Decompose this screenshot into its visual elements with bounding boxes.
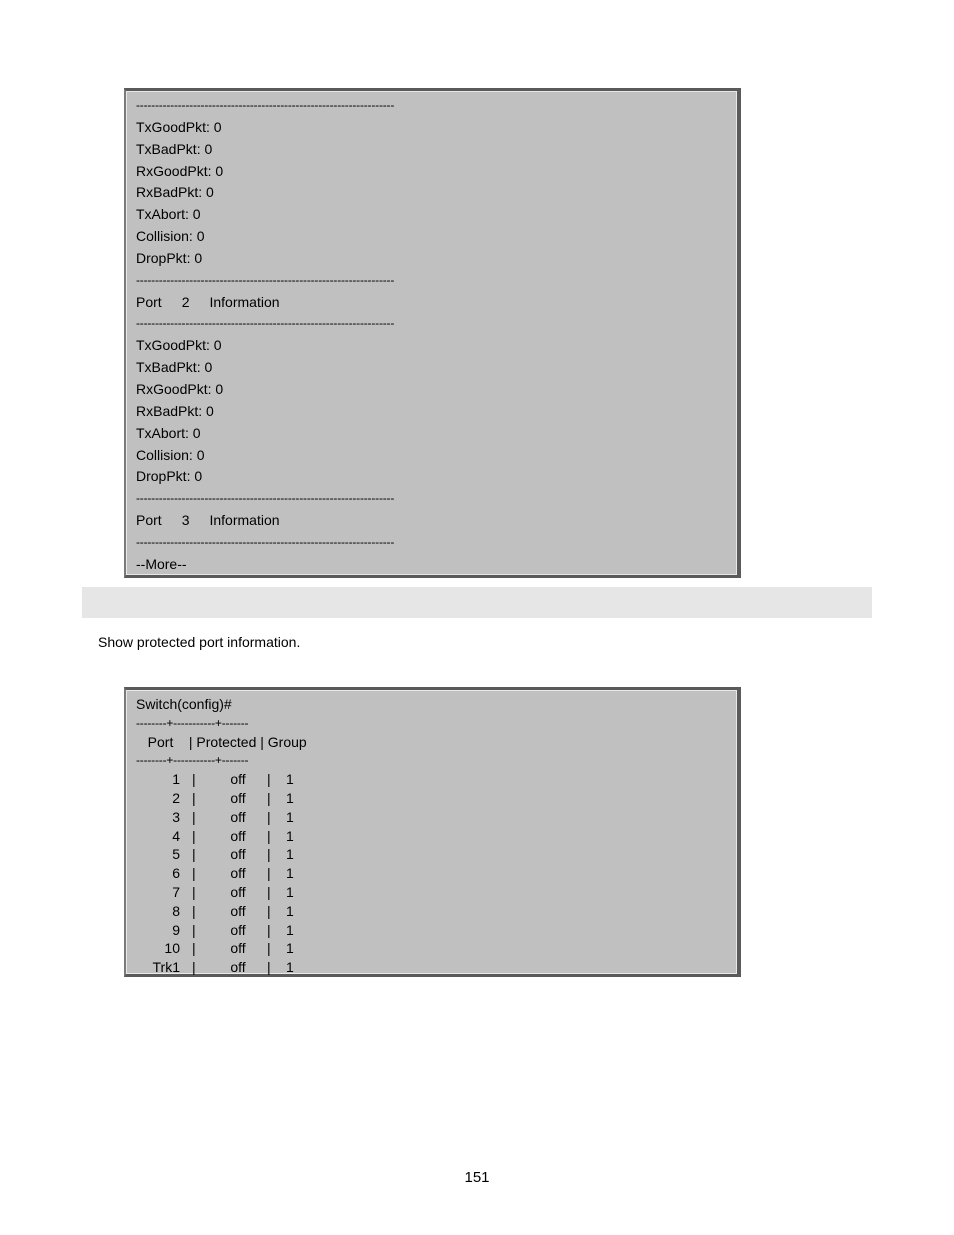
table-row	[136, 864, 737, 883]
console-output-protected-ports	[124, 687, 741, 977]
port-cell: 2	[172, 789, 180, 806]
console-line: RxBadPkt: 0	[136, 402, 214, 419]
column-separator: |	[267, 902, 271, 919]
console-output-port-statistics	[124, 88, 741, 578]
table-header: Port | Protected | Group	[136, 733, 307, 750]
port-cell: Trk1	[152, 959, 180, 976]
page-number: 151	[464, 1169, 490, 1186]
protected-cell: off	[230, 846, 246, 863]
column-separator: |	[192, 846, 196, 863]
protected-cell: off	[230, 808, 246, 825]
group-cell: 1	[286, 883, 294, 900]
column-separator: |	[192, 808, 196, 825]
column-separator: |	[192, 827, 196, 844]
table-row	[136, 883, 737, 902]
table-row	[136, 958, 737, 977]
table-row	[136, 770, 737, 789]
port-label: Port	[136, 293, 162, 310]
group-cell: 1	[286, 789, 294, 806]
protected-cell: off	[230, 789, 246, 806]
table-divider: --------+-----------+-------	[136, 715, 249, 730]
port-cell: 9	[172, 921, 180, 938]
column-separator: |	[267, 865, 271, 882]
console-line: Collision: 0	[136, 446, 205, 463]
port-cell: 1	[172, 771, 180, 788]
console-line: TxBadPkt: 0	[136, 140, 213, 157]
column-separator: |	[267, 959, 271, 976]
port-cell: 3	[172, 808, 180, 825]
port-info-label: Information	[209, 293, 280, 310]
column-separator: |	[192, 940, 196, 957]
console-rule: --------------------------------------------------------------------	[136, 98, 395, 112]
group-cell: 1	[286, 940, 294, 957]
group-cell: 1	[286, 921, 294, 938]
protected-cell: off	[230, 827, 246, 844]
column-separator: |	[267, 789, 271, 806]
port-cell: 4	[172, 827, 180, 844]
column-separator: |	[267, 846, 271, 863]
console-line: TxBadPkt: 0	[136, 359, 213, 376]
column-separator: |	[267, 940, 271, 957]
column-separator: |	[192, 902, 196, 919]
table-row	[136, 827, 737, 846]
protected-cell: off	[230, 902, 246, 919]
protected-cell: off	[230, 865, 246, 882]
group-cell: 1	[286, 771, 294, 788]
group-cell: 1	[286, 902, 294, 919]
group-cell: 1	[286, 865, 294, 882]
console-line: TxGoodPkt: 0	[136, 337, 222, 354]
port-number: 2	[181, 293, 190, 310]
console-rule: --------------------------------------------------------------------	[136, 316, 395, 331]
column-separator: |	[267, 883, 271, 900]
protected-cell: off	[230, 921, 246, 938]
console-line: RxBadPkt: 0	[136, 184, 214, 201]
port-label: Port	[136, 512, 162, 529]
console-rule: --------------------------------------------------------------------	[136, 534, 395, 549]
console-rule: --------------------------------------------------------------------	[136, 491, 395, 506]
port-information-header	[136, 510, 737, 532]
group-cell: 1	[286, 808, 294, 825]
console-prompt: Switch(config)#	[136, 696, 232, 712]
table-row	[136, 902, 737, 921]
table-row	[136, 808, 737, 827]
command-description: Show protected port information.	[98, 634, 301, 650]
column-separator: |	[267, 827, 271, 844]
console-line: TxAbort: 0	[136, 424, 201, 441]
console-line: DropPkt: 0	[136, 468, 203, 485]
port-info-label: Information	[209, 512, 280, 529]
protected-cell: off	[230, 940, 246, 957]
table-row	[136, 921, 737, 940]
column-separator: |	[267, 808, 271, 825]
console-line: RxGoodPkt: 0	[136, 162, 224, 179]
port-number: 3	[181, 512, 190, 529]
console-line: --More--	[136, 555, 187, 572]
console-line: TxAbort: 0	[136, 206, 201, 223]
column-separator: |	[192, 883, 196, 900]
port-cell: 10	[164, 940, 180, 957]
port-cell: 6	[172, 865, 180, 882]
column-separator: |	[267, 771, 271, 788]
column-separator: |	[192, 789, 196, 806]
group-cell: 1	[286, 827, 294, 844]
console-line: TxGoodPkt: 0	[136, 118, 222, 135]
port-cell: 8	[172, 902, 180, 919]
table-body	[136, 770, 737, 977]
column-separator: |	[192, 865, 196, 882]
protected-cell: off	[230, 959, 246, 976]
port-cell: 5	[172, 846, 180, 863]
table-divider: --------+-----------+-------	[136, 753, 249, 768]
column-separator: |	[192, 771, 196, 788]
group-cell: 1	[286, 959, 294, 976]
column-separator: |	[267, 921, 271, 938]
protected-cell: off	[230, 771, 246, 788]
section-heading-bar	[82, 587, 872, 618]
group-cell: 1	[286, 846, 294, 863]
table-row	[136, 845, 737, 864]
column-separator: |	[192, 959, 196, 976]
port-information-header	[136, 292, 737, 314]
table-row	[136, 939, 737, 958]
column-separator: |	[192, 921, 196, 938]
console-line: RxGoodPkt: 0	[136, 380, 224, 397]
protected-cell: off	[230, 883, 246, 900]
port-cell: 7	[172, 883, 180, 900]
table-row	[136, 789, 737, 808]
console-line: DropPkt: 0	[136, 249, 203, 266]
console-line: Collision: 0	[136, 228, 205, 245]
console-rule: --------------------------------------------------------------------	[136, 272, 395, 287]
